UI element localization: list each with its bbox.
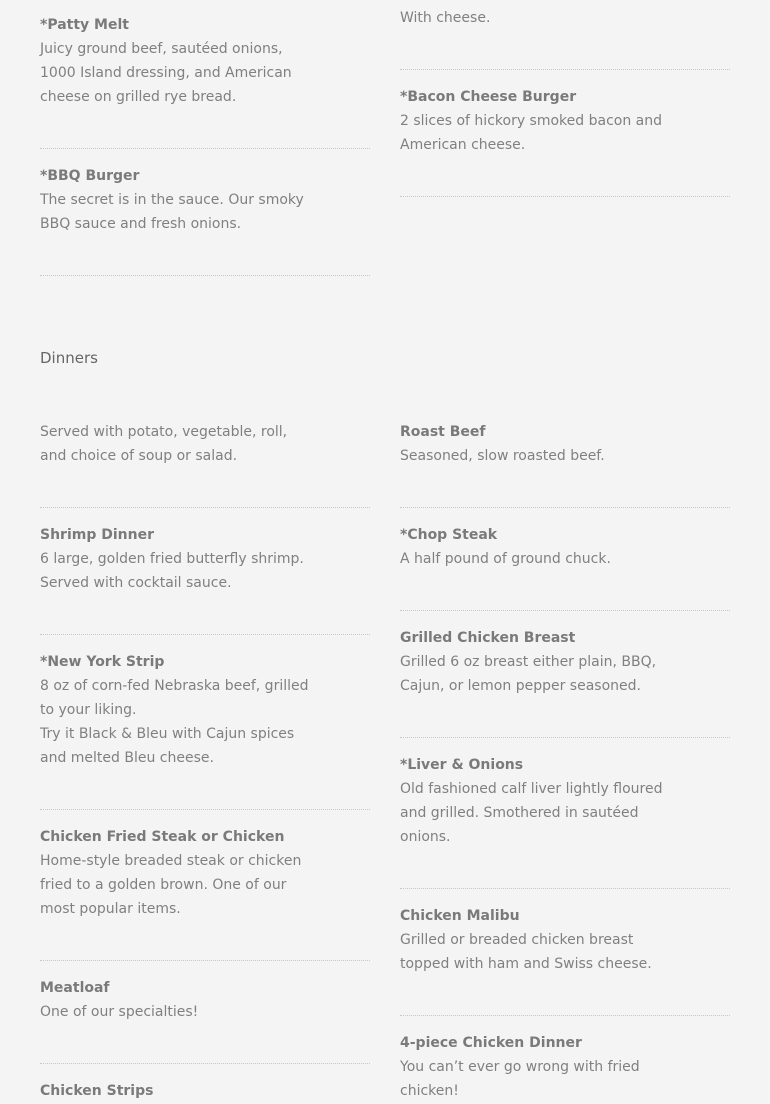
menu-item-description: 8 oz of corn-fed Nebraska beef, grilled to your liking. <box>40 678 309 718</box>
menu-item-name: Meatloaf <box>40 980 110 996</box>
menu-item-4-piece-chicken <box>400 1031 670 1103</box>
menu-item-name: *Liver & Onions <box>400 757 524 773</box>
divider <box>400 1015 730 1016</box>
divider <box>400 888 730 889</box>
menu-item-shrimp-dinner <box>40 523 310 595</box>
divider <box>40 1063 370 1064</box>
menu-item-name: Chicken Fried Steak or Chicken <box>40 829 285 845</box>
menu-item-name: Grilled Chicken Breast <box>400 630 576 646</box>
divider <box>40 507 370 508</box>
menu-item-name: Chicken Malibu <box>400 908 520 924</box>
menu-item-description: Juicy ground beef, sautéed onions, 1000 Island dressing, and American cheese on grilled rye bread. <box>40 41 292 105</box>
divider <box>40 960 370 961</box>
menu-item-description: You can’t ever go wrong with fried chicken! <box>400 1059 640 1099</box>
menu-item-cut-off <box>400 6 670 30</box>
menu-item-description: Grilled or breaded chicken breast topped with ham and Swiss cheese. <box>400 932 652 972</box>
menu-item-description: With cheese. <box>400 10 491 26</box>
menu-item-roast-beef <box>400 420 670 468</box>
menu-item-name: 4-piece Chicken Dinner <box>400 1035 582 1051</box>
menu-item-liver-onions <box>400 753 670 849</box>
divider <box>40 148 370 149</box>
menu-item-name: Shrimp Dinner <box>40 527 154 543</box>
menu-item-name: Chicken Strips <box>40 1083 154 1099</box>
menu-item-description: Grilled 6 oz breast either plain, BBQ, Cajun, or lemon pepper seasoned. <box>400 654 657 694</box>
menu-item-description: One of our specialties! <box>40 1004 199 1020</box>
divider <box>400 507 730 508</box>
menu-item-name: *Bacon Cheese Burger <box>400 89 577 105</box>
divider <box>40 809 370 810</box>
menu-item-chicken-malibu <box>400 904 670 976</box>
menu-item-name: Roast Beef <box>400 424 486 440</box>
divider <box>400 610 730 611</box>
menu-item-grilled-chicken-breast <box>400 626 670 698</box>
divider <box>400 69 730 70</box>
divider <box>40 634 370 635</box>
dinners-intro-text: Served with potato, vegetable, roll, and choice of soup or salad. <box>40 424 288 464</box>
divider <box>400 196 730 197</box>
menu-item-chicken-fried-steak <box>40 825 310 921</box>
menu-item-description: Seasoned, slow roasted beef. <box>400 448 605 464</box>
divider <box>400 737 730 738</box>
menu-item-description: 2 slices of hickory smoked bacon and American cheese. <box>400 113 663 153</box>
menu-item-description: A half pound of ground chuck. <box>400 551 611 567</box>
menu-item-bbq-burger <box>40 164 310 236</box>
menu-item-name: *Chop Steak <box>400 527 498 543</box>
menu-item-bacon-cheese-burger <box>400 85 670 157</box>
menu-item-description: 6 large, golden fried butterfly shrimp. Served with cocktail sauce. <box>40 551 304 591</box>
menu-item-meatloaf <box>40 976 310 1024</box>
section-title-dinners: Dinners <box>40 349 98 367</box>
menu-item-description-extra: Try it Black & Bleu with Cajun spices and melted Bleu cheese. <box>40 726 295 766</box>
dinners-intro <box>40 420 310 468</box>
menu-item-description: Home-style breaded steak or chicken fried to a golden brown. One of our most popular items. <box>40 853 302 917</box>
menu-item-name: *New York Strip <box>40 654 165 670</box>
menu-item-new-york-strip <box>40 650 310 770</box>
menu-item-name: *BBQ Burger <box>40 168 140 184</box>
menu-item-patty-melt <box>40 13 310 109</box>
menu-item-chop-steak <box>400 523 670 571</box>
menu-item-description: Old fashioned calf liver lightly floured and grilled. Smothered in sautéed onions. <box>400 781 663 845</box>
menu-item-chicken-strips <box>40 1079 310 1103</box>
divider <box>40 275 370 276</box>
menu-item-name: *Patty Melt <box>40 17 129 33</box>
menu-item-description: The secret is in the sauce. Our smoky BBQ sauce and fresh onions. <box>40 192 304 232</box>
